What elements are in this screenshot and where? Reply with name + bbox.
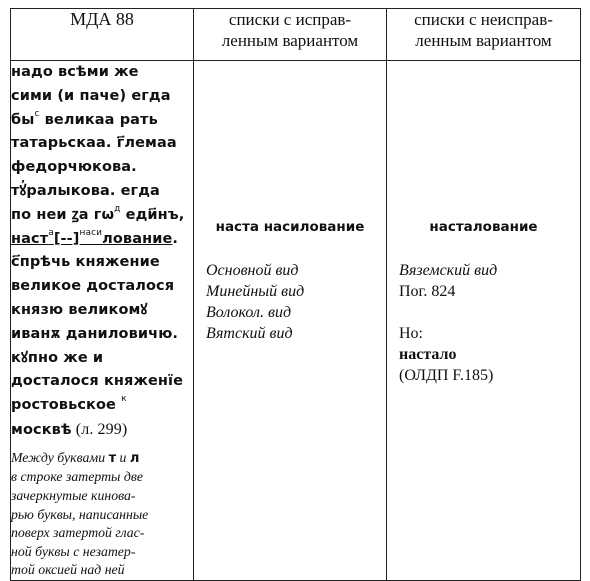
note-line: в строке затерты две: [11, 469, 143, 485]
header-row: [11, 9, 581, 61]
alt-source: (ОЛДП F.185): [399, 367, 494, 384]
manuscript-line: кꙋпно же и: [11, 349, 104, 366]
manuscript-cell: [11, 61, 194, 581]
manuscript-line: с҃прѣчь княжение: [11, 254, 160, 271]
manuscript-line: татарьскаа. г҃лемаа: [11, 135, 177, 152]
letter-t: т: [108, 450, 117, 466]
list-item: Пог. 824: [399, 283, 456, 300]
uncorrected-variant: насталование: [429, 219, 538, 235]
manuscript-line: [11, 394, 193, 418]
header-corrected-line2: ленным вариантом: [221, 31, 359, 50]
note-line: ной буквы с незатер-: [11, 543, 136, 559]
text-fragment: .: [172, 230, 179, 247]
text-fragment: и: [116, 449, 130, 465]
alt-reading: настало: [399, 346, 457, 363]
header-mda88-text: МДА 88: [70, 9, 134, 29]
manuscript-line: досталося княженїе: [11, 373, 184, 390]
spacer: [399, 302, 497, 323]
text-fragment: еди҃нъ,: [120, 206, 185, 223]
text-fragment: москвѣ: [11, 421, 72, 438]
manuscript-line: [11, 418, 193, 443]
corrected-list: [206, 260, 304, 344]
text-fragment: по неи ꙁа гѡ: [11, 206, 115, 223]
text-fragment: бы: [11, 111, 35, 128]
list-item: Минейный вид: [206, 283, 305, 300]
header-corrected-lists: [194, 9, 387, 61]
note-line: поверх затертой глас-: [11, 525, 145, 541]
text-fragment: Между буквами: [11, 449, 109, 465]
list-item-text: Вяземский вид: [399, 262, 498, 279]
underlined-reading: [11, 227, 173, 247]
text-fragment: великаа рать: [39, 111, 158, 128]
text-fragment: лование: [102, 230, 173, 247]
manuscript-line: федорчюкова.: [11, 159, 137, 176]
uncorrected-cell: [387, 61, 581, 581]
text-fragment: наст: [11, 230, 49, 247]
manuscript-line: [11, 204, 193, 228]
manuscript-line: сими (и паче) егда: [11, 87, 171, 104]
erased-letters-bracket: [--]: [53, 230, 80, 247]
superscript-insertion: наси: [79, 227, 103, 238]
manuscript-line: тꙋ҆ралыкова. егда: [11, 182, 160, 199]
superscript-letter: с: [34, 108, 40, 119]
list-item: Основной вид: [206, 262, 299, 279]
uncorrected-list: [399, 260, 497, 386]
variants-table: [10, 8, 581, 581]
manuscript-line: князю великомꙋ: [11, 301, 148, 318]
list-item: Вятский вид: [206, 325, 293, 342]
editorial-note: [11, 449, 193, 580]
corrected-cell: [194, 61, 387, 581]
manuscript-line: иванѫ даниловичю.: [11, 325, 178, 342]
superscript-letter: а: [48, 227, 54, 238]
manuscript-line: [11, 228, 193, 252]
list-item: Волокол. вид: [206, 304, 292, 321]
header-uncorrected-lists: [387, 9, 581, 61]
header-corrected-line1: списки с исправ-: [228, 10, 352, 29]
superscript-letter: д: [114, 203, 121, 214]
letter-l: л: [129, 450, 140, 466]
corrected-variant: наста насилование: [215, 219, 365, 235]
but-label: Но:: [399, 325, 423, 342]
header-uncorrected-line2: ленным вариантом: [415, 31, 552, 50]
content-row: [11, 61, 581, 581]
superscript-letter: к: [121, 394, 127, 405]
manuscript-line: надо всѣми же: [11, 64, 139, 80]
text-fragment: ростовьское: [11, 397, 122, 414]
alt-reading-line: [399, 344, 497, 386]
manuscript-line: великое досталося: [11, 278, 175, 295]
header-uncorrected-line1: списки с неисправ-: [414, 10, 553, 29]
manuscript-line: [11, 109, 193, 133]
header-mda88: [11, 9, 194, 61]
list-item: [399, 260, 497, 281]
folio-reference: (л. 299): [71, 420, 128, 438]
note-line: той оксией над ней: [11, 562, 125, 578]
note-line: [11, 449, 193, 469]
note-line: зачеркнутые кинова-: [11, 487, 136, 503]
note-line: рью буквы, написанные: [11, 506, 149, 522]
